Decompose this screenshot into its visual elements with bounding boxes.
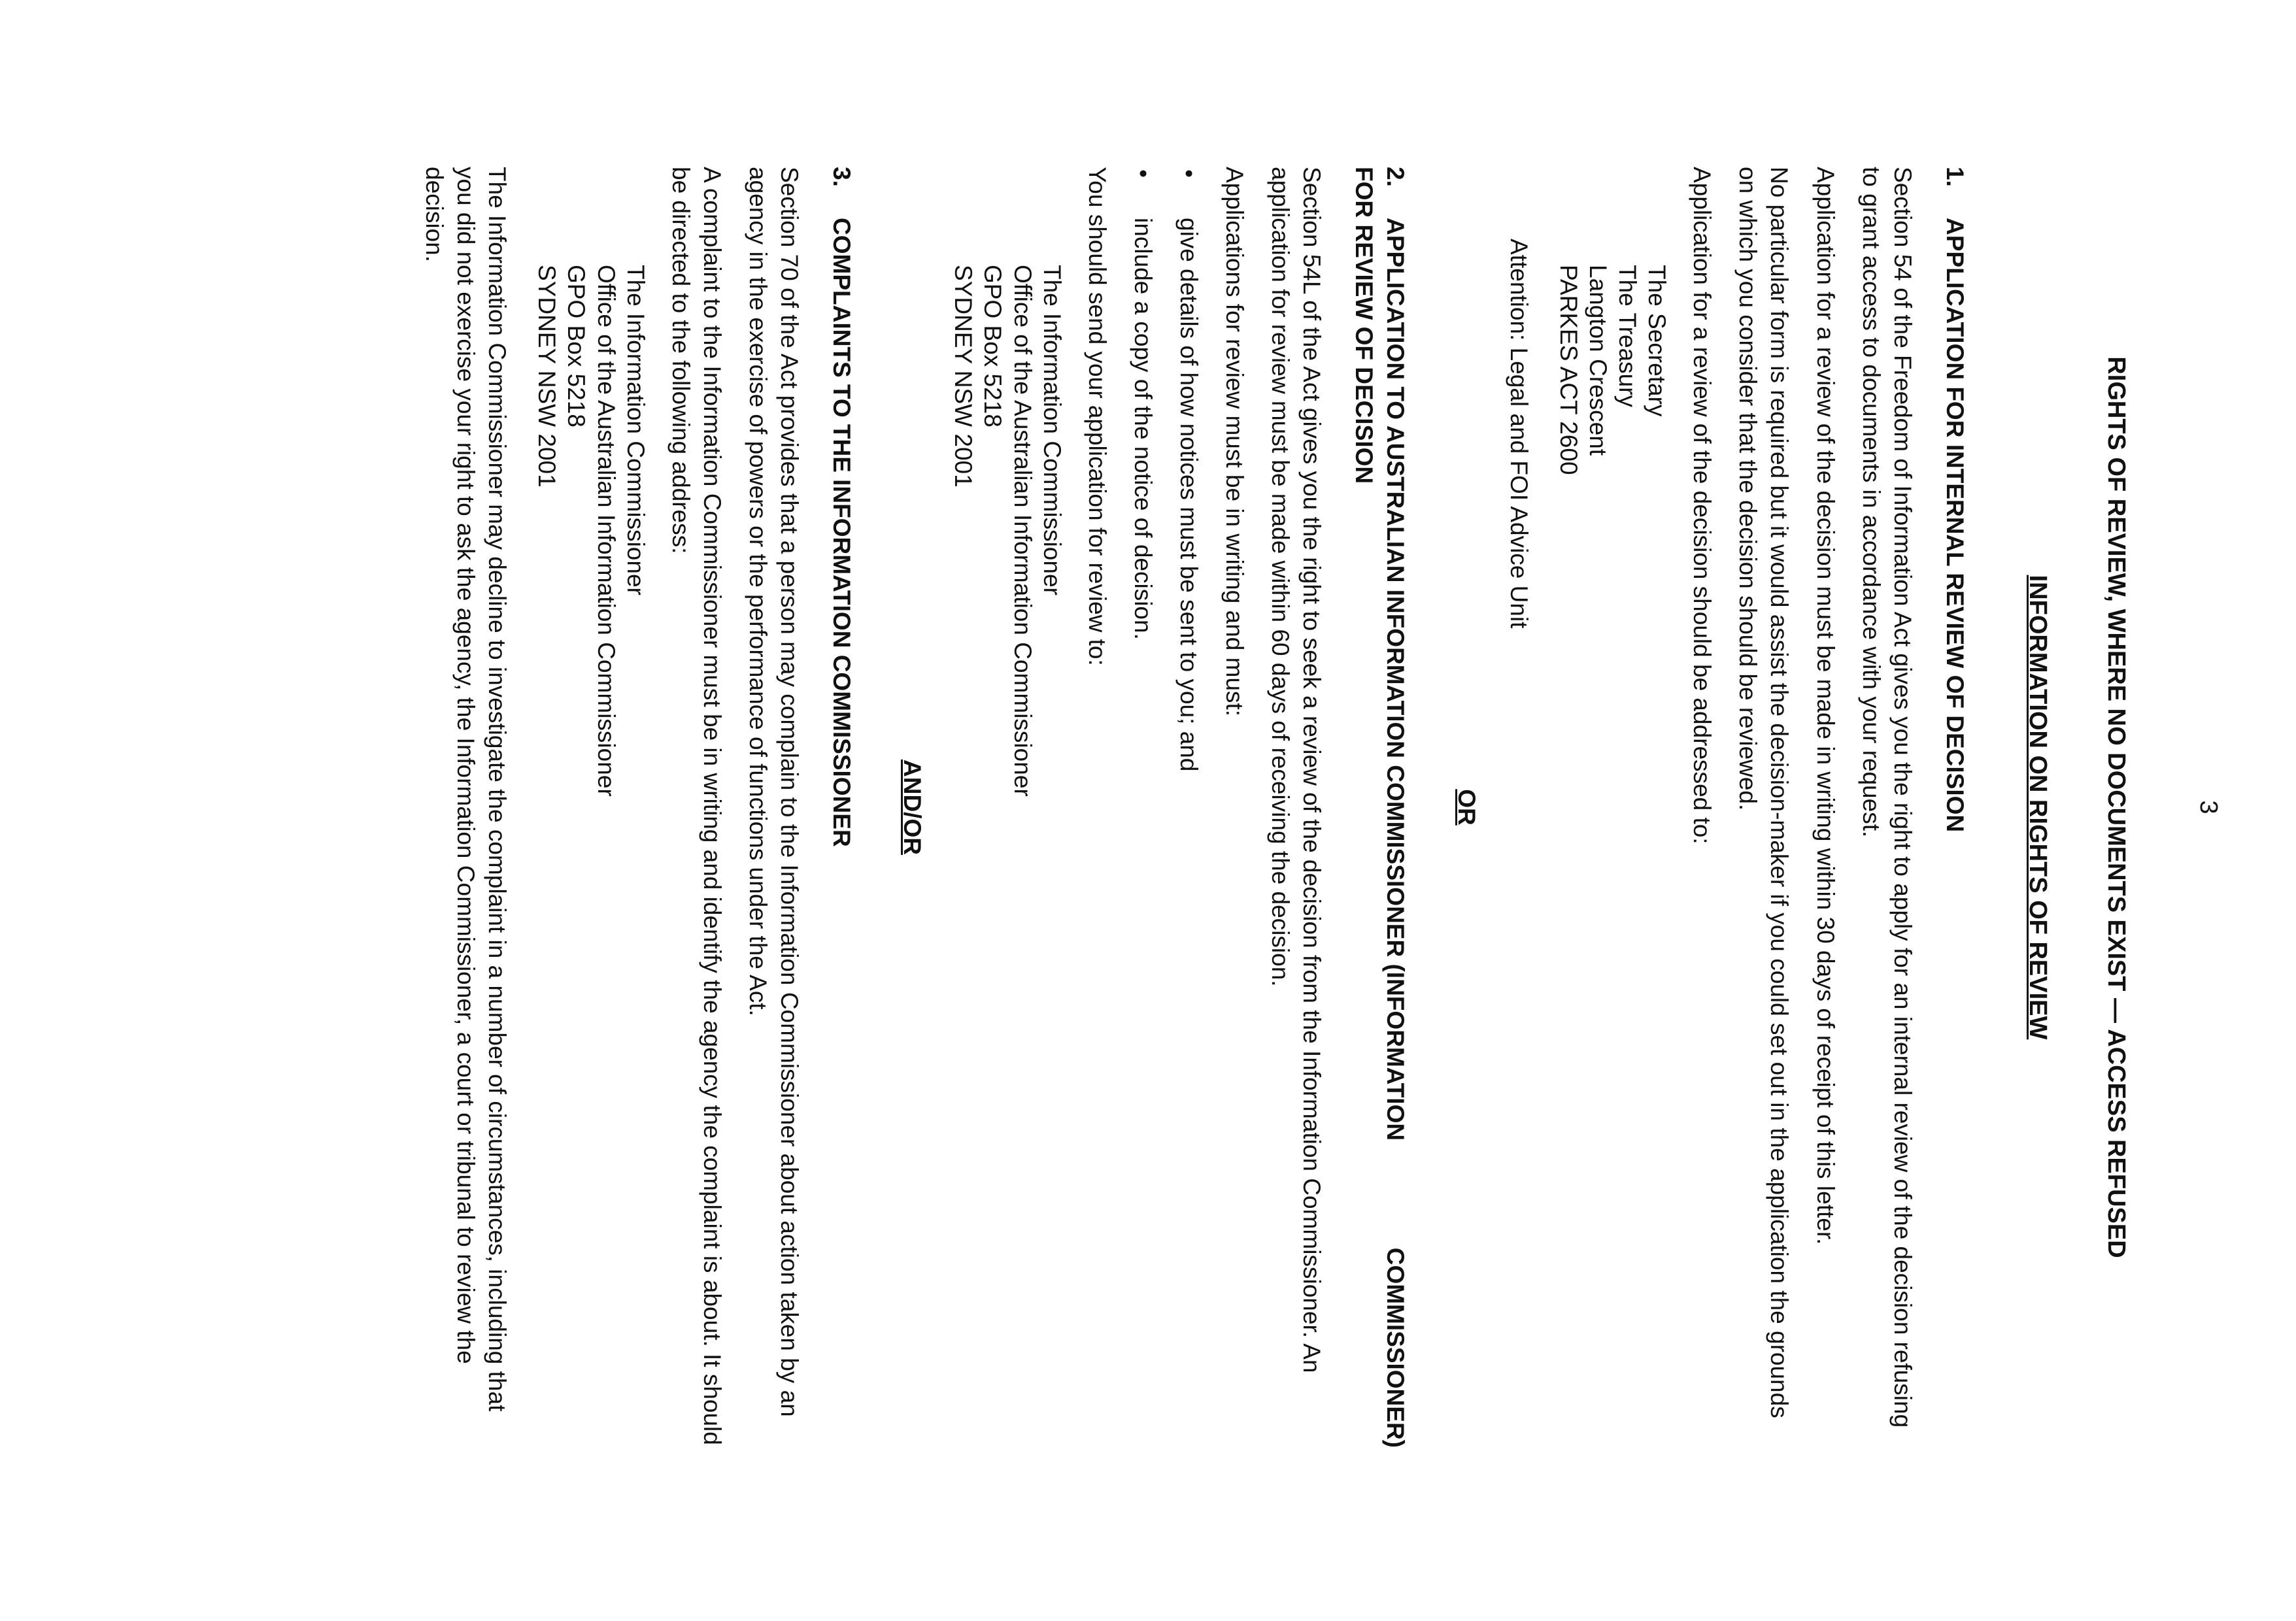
section-2-paragraph-3: You should send your application for review to: bbox=[1083, 167, 1111, 666]
document-title: RIGHTS OF REVIEW, WHERE NO DOCUMENTS EXIST — ACCESS REFUSED bbox=[2102, 356, 2130, 1258]
address-line: Office of the Australian Information Commissioner bbox=[592, 265, 620, 797]
address-line: The Secretary bbox=[1644, 265, 1671, 417]
section-3-paragraph-3: The Information Commissioner may decline to investigate the complaint in a number of circumstances, including that you did not exercise your right to ask the agency, the Information Commissioner, a court or tribunal to review the decision. bbox=[420, 167, 511, 1412]
address-line: GPO Box 5218 bbox=[979, 265, 1007, 427]
section-1-title: APPLICATION FOR INTERNAL REVIEW OF DECISION bbox=[1941, 218, 1968, 833]
section-3-title: COMPLAINTS TO THE INFORMATION COMMISSIONER bbox=[828, 218, 856, 847]
treasury-address bbox=[1554, 265, 1672, 1448]
section-2-title bbox=[1379, 218, 1411, 1448]
page-number: 3 bbox=[2195, 800, 2222, 814]
list-item: • include a copy of the notice of decision. bbox=[1127, 167, 1158, 1448]
document-subtitle: INFORMATION ON RIGHTS OF REVIEW bbox=[2024, 575, 2052, 1040]
address-line: The Treasury bbox=[1614, 265, 1642, 407]
section-2-bullet-list bbox=[1127, 167, 1204, 1448]
section-3-paragraph-2: A complaint to the Information Commissioner must be in writing and identify the agency the complaint is about. It should be directed to the following address: bbox=[667, 167, 726, 1445]
section-1-number: 1. bbox=[1941, 167, 1968, 187]
section-3-heading bbox=[826, 167, 857, 1448]
section-2-heading-continued bbox=[1348, 167, 1379, 1448]
section-2-paragraph-1: Section 54L of the Act gives you the right to seek a review of the decision from the Information Commissioner. An application for review must be made within 60 days of receiving the decision. bbox=[1267, 167, 1326, 1373]
section-2-number: 2. bbox=[1382, 167, 1410, 187]
oaic-address-1 bbox=[949, 265, 1067, 1448]
section-2-title-part: COMMISSIONER) bbox=[1382, 1247, 1410, 1448]
section-1-paragraph-2: Application for a review of the decision must be made in writing within 30 days of receipt of this letter. bbox=[1812, 167, 1839, 1245]
section-3-paragraph-1: Section 70 of the Act provides that a person may complain to the Information Commissioner about action taken by an agency in the exercise of powers or the performance of functions under the Act. bbox=[744, 167, 803, 1417]
address-line: PARKES ACT 2600 bbox=[1555, 265, 1582, 475]
section-1-paragraph-4: Application for a review of the decision should be addressed to: bbox=[1689, 167, 1716, 844]
address-line: GPO Box 5218 bbox=[563, 265, 590, 427]
list-item: • give details of how notices must be sent to you; and bbox=[1173, 167, 1204, 1448]
section-2-title-line-1 bbox=[1379, 218, 1411, 1448]
section-2-paragraph-2: Applications for review must be in writing and must: bbox=[1221, 167, 1249, 717]
connector-or: OR bbox=[1453, 789, 1480, 826]
section-1-heading bbox=[1939, 167, 1970, 1448]
section-2-heading bbox=[1379, 167, 1411, 1448]
connector-and-or: AND/OR bbox=[899, 760, 926, 855]
oaic-address-2 bbox=[532, 265, 650, 1448]
address-line: Office of the Australian Information Commissioner bbox=[1009, 265, 1036, 797]
section-3-number: 3. bbox=[828, 167, 856, 187]
section-2-title-line-2: FOR REVIEW OF DECISION bbox=[1351, 167, 1378, 484]
address-line: The Information Commissioner bbox=[1038, 265, 1066, 595]
section-1-paragraph-1: Section 54 of the Freedom of Information Act gives you the right to apply for an internal review of the decision refusing to grant access to documents in accordance with your request. bbox=[1857, 167, 1916, 1428]
attention-line: Attention: Legal and FOI Advice Unit bbox=[1505, 239, 1532, 629]
section-2-title-part: APPLICATION TO AUSTRALIAN INFORMATION COMMISSIONER (INFORMATION bbox=[1382, 218, 1410, 1141]
section-1-paragraph-3: No particular form is required but it would assist the decision-maker if you could set out in the application the grounds on which you consider that the decision should be reviewed. bbox=[1734, 167, 1793, 1418]
address-line: Langton Crescent bbox=[1584, 265, 1612, 456]
address-line: SYDNEY NSW 2001 bbox=[533, 265, 561, 488]
address-line: SYDNEY NSW 2001 bbox=[950, 265, 977, 488]
address-line: The Information Commissioner bbox=[622, 265, 649, 595]
